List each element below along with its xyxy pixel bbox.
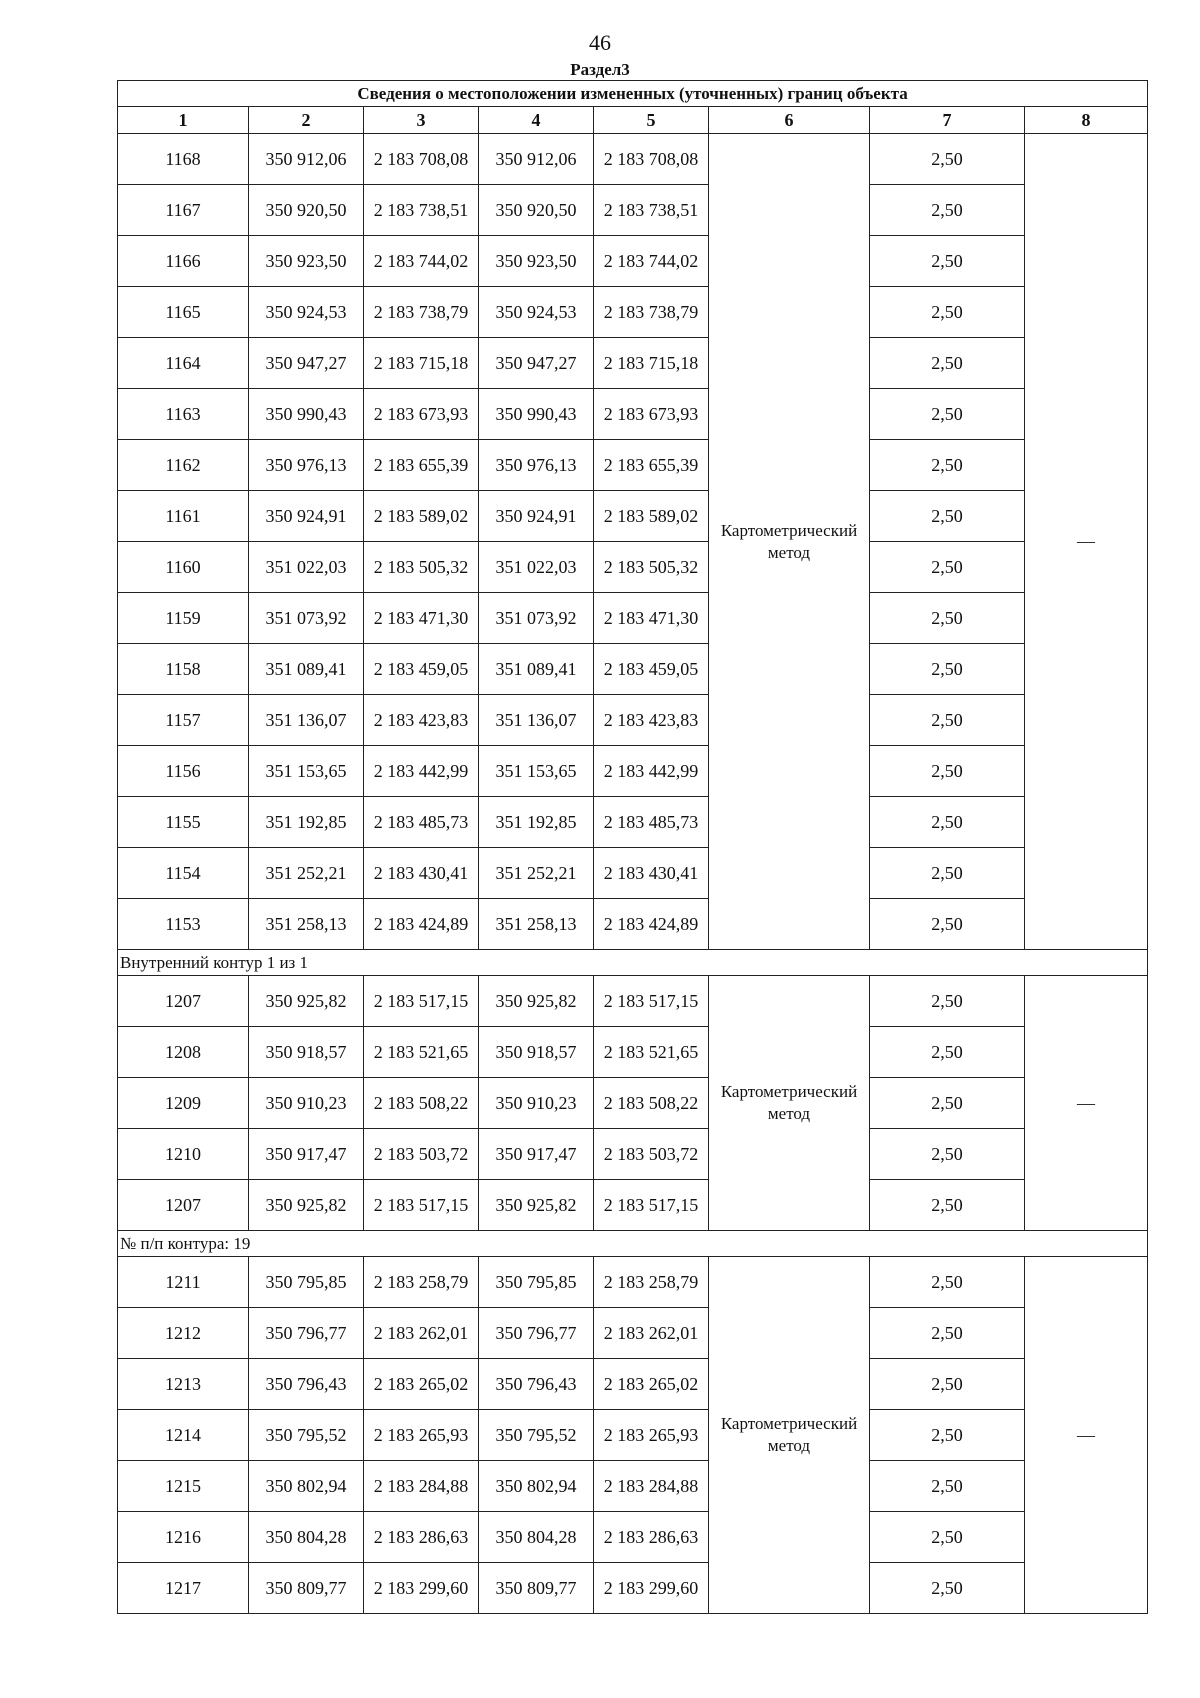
y-new: 2 183 517,15: [594, 1180, 709, 1231]
contour-label-row: [118, 950, 1148, 976]
y-new: 2 183 430,41: [594, 848, 709, 899]
y-new: 2 183 655,39: [594, 440, 709, 491]
table-row: [118, 1563, 1148, 1614]
table-row: [118, 440, 1148, 491]
y-new: 2 183 442,99: [594, 746, 709, 797]
boundary-coordinates-table: [117, 80, 1148, 1614]
accuracy-value: 2,50: [870, 1563, 1025, 1614]
x-existing: 350 804,28: [249, 1512, 364, 1563]
point-number: 1207: [118, 1180, 249, 1231]
x-new: 350 796,43: [479, 1359, 594, 1410]
y-existing: 2 183 738,79: [364, 287, 479, 338]
x-new: 351 252,21: [479, 848, 594, 899]
point-number: 1213: [118, 1359, 249, 1410]
y-new: 2 183 471,30: [594, 593, 709, 644]
x-existing: 350 925,82: [249, 976, 364, 1027]
table-row: [118, 185, 1148, 236]
y-new: 2 183 589,02: [594, 491, 709, 542]
point-number: 1159: [118, 593, 249, 644]
x-existing: 350 924,53: [249, 287, 364, 338]
x-existing: 350 796,77: [249, 1308, 364, 1359]
x-new: 350 947,27: [479, 338, 594, 389]
accuracy-value: 2,50: [870, 440, 1025, 491]
x-existing: 351 022,03: [249, 542, 364, 593]
accuracy-value: 2,50: [870, 287, 1025, 338]
x-new: 350 990,43: [479, 389, 594, 440]
x-existing: 351 073,92: [249, 593, 364, 644]
y-new: 2 183 265,93: [594, 1410, 709, 1461]
table-row: [118, 1512, 1148, 1563]
accuracy-value: 2,50: [870, 1308, 1025, 1359]
accuracy-value: 2,50: [870, 1410, 1025, 1461]
x-existing: 350 947,27: [249, 338, 364, 389]
x-new: 351 192,85: [479, 797, 594, 848]
x-existing: 351 136,07: [249, 695, 364, 746]
y-existing: 2 183 744,02: [364, 236, 479, 287]
x-existing: 350 925,82: [249, 1180, 364, 1231]
point-number: 1167: [118, 185, 249, 236]
y-existing: 2 183 423,83: [364, 695, 479, 746]
column-number-1: 1: [118, 107, 249, 134]
point-number: 1212: [118, 1308, 249, 1359]
accuracy-value: 2,50: [870, 389, 1025, 440]
y-new: 2 183 424,89: [594, 899, 709, 950]
x-existing: 351 258,13: [249, 899, 364, 950]
y-existing: 2 183 258,79: [364, 1257, 479, 1308]
y-existing: 2 183 508,22: [364, 1078, 479, 1129]
table-row: [118, 1308, 1148, 1359]
accuracy-value: 2,50: [870, 797, 1025, 848]
point-number: 1211: [118, 1257, 249, 1308]
x-new: 351 136,07: [479, 695, 594, 746]
point-number: 1158: [118, 644, 249, 695]
page-number: 46: [589, 30, 611, 55]
x-new: 350 912,06: [479, 134, 594, 185]
y-new: 2 183 485,73: [594, 797, 709, 848]
table-row: [118, 746, 1148, 797]
x-existing: 350 917,47: [249, 1129, 364, 1180]
y-existing: 2 183 521,65: [364, 1027, 479, 1078]
x-new: 350 925,82: [479, 1180, 594, 1231]
section-title: Раздел3: [570, 60, 630, 79]
y-new: 2 183 503,72: [594, 1129, 709, 1180]
point-number: 1207: [118, 976, 249, 1027]
x-new: 350 925,82: [479, 976, 594, 1027]
y-new: 2 183 673,93: [594, 389, 709, 440]
point-number: 1163: [118, 389, 249, 440]
point-number: 1209: [118, 1078, 249, 1129]
point-number: 1168: [118, 134, 249, 185]
table-row: [118, 695, 1148, 746]
point-number: 1161: [118, 491, 249, 542]
x-new: 350 918,57: [479, 1027, 594, 1078]
y-existing: 2 183 708,08: [364, 134, 479, 185]
accuracy-value: 2,50: [870, 185, 1025, 236]
y-new: 2 183 262,01: [594, 1308, 709, 1359]
accuracy-value: 2,50: [870, 899, 1025, 950]
x-new: 351 089,41: [479, 644, 594, 695]
point-number: 1210: [118, 1129, 249, 1180]
x-existing: 351 153,65: [249, 746, 364, 797]
point-number: 1217: [118, 1563, 249, 1614]
x-new: 350 920,50: [479, 185, 594, 236]
point-number: 1216: [118, 1512, 249, 1563]
y-existing: 2 183 265,02: [364, 1359, 479, 1410]
y-new: 2 183 715,18: [594, 338, 709, 389]
y-existing: 2 183 715,18: [364, 338, 479, 389]
point-number: 1153: [118, 899, 249, 950]
table-row: [118, 899, 1148, 950]
point-number: 1157: [118, 695, 249, 746]
x-existing: 350 918,57: [249, 1027, 364, 1078]
table-row: [118, 134, 1148, 185]
table-row: [118, 1027, 1148, 1078]
point-number: 1214: [118, 1410, 249, 1461]
x-new: 350 976,13: [479, 440, 594, 491]
x-new: 350 802,94: [479, 1461, 594, 1512]
accuracy-value: 2,50: [870, 1257, 1025, 1308]
x-new: 350 804,28: [479, 1512, 594, 1563]
x-existing: 351 089,41: [249, 644, 364, 695]
x-existing: 351 192,85: [249, 797, 364, 848]
x-existing: 350 795,52: [249, 1410, 364, 1461]
table-row: [118, 542, 1148, 593]
method-cell: Картометрический метод: [709, 1257, 870, 1614]
x-existing: 350 796,43: [249, 1359, 364, 1410]
table-row: [118, 1078, 1148, 1129]
table-row: [118, 593, 1148, 644]
accuracy-value: 2,50: [870, 593, 1025, 644]
table-caption: Сведения о местоположении измененных (уточненных) границ объекта: [118, 81, 1148, 107]
x-new: 350 917,47: [479, 1129, 594, 1180]
y-new: 2 183 744,02: [594, 236, 709, 287]
y-new: 2 183 423,83: [594, 695, 709, 746]
accuracy-value: 2,50: [870, 695, 1025, 746]
accuracy-value: 2,50: [870, 1129, 1025, 1180]
x-new: 351 153,65: [479, 746, 594, 797]
x-existing: 350 920,50: [249, 185, 364, 236]
accuracy-value: 2,50: [870, 1180, 1025, 1231]
y-existing: 2 183 424,89: [364, 899, 479, 950]
accuracy-value: 2,50: [870, 236, 1025, 287]
point-number: 1160: [118, 542, 249, 593]
column-number-row: [118, 107, 1148, 134]
accuracy-value: 2,50: [870, 1461, 1025, 1512]
accuracy-value: 2,50: [870, 338, 1025, 389]
table-row: [118, 287, 1148, 338]
method-cell: Картометрический метод: [709, 134, 870, 950]
y-new: 2 183 517,15: [594, 976, 709, 1027]
y-existing: 2 183 505,32: [364, 542, 479, 593]
point-number: 1162: [118, 440, 249, 491]
x-new: 350 795,52: [479, 1410, 594, 1461]
accuracy-value: 2,50: [870, 1027, 1025, 1078]
y-new: 2 183 265,02: [594, 1359, 709, 1410]
x-existing: 350 924,91: [249, 491, 364, 542]
y-existing: 2 183 459,05: [364, 644, 479, 695]
table-row: [118, 1359, 1148, 1410]
x-existing: 350 912,06: [249, 134, 364, 185]
x-new: 350 923,50: [479, 236, 594, 287]
y-new: 2 183 459,05: [594, 644, 709, 695]
point-number: 1166: [118, 236, 249, 287]
table-row: [118, 389, 1148, 440]
column-number-3: 3: [364, 107, 479, 134]
x-existing: 350 910,23: [249, 1078, 364, 1129]
column-number-4: 4: [479, 107, 594, 134]
accuracy-value: 2,50: [870, 134, 1025, 185]
y-new: 2 183 286,63: [594, 1512, 709, 1563]
x-new: 351 022,03: [479, 542, 594, 593]
y-existing: 2 183 442,99: [364, 746, 479, 797]
point-number: 1154: [118, 848, 249, 899]
y-existing: 2 183 430,41: [364, 848, 479, 899]
table-row: [118, 1410, 1148, 1461]
y-new: 2 183 258,79: [594, 1257, 709, 1308]
x-new: 351 258,13: [479, 899, 594, 950]
point-number: 1208: [118, 1027, 249, 1078]
x-new: 350 809,77: [479, 1563, 594, 1614]
y-new: 2 183 738,51: [594, 185, 709, 236]
y-existing: 2 183 503,72: [364, 1129, 479, 1180]
contour-label: № п/п контура: 19: [118, 1231, 1148, 1257]
y-existing: 2 183 517,15: [364, 976, 479, 1027]
column-8-value: —: [1025, 976, 1148, 1231]
point-number: 1164: [118, 338, 249, 389]
table-row: [118, 1129, 1148, 1180]
accuracy-value: 2,50: [870, 976, 1025, 1027]
y-existing: 2 183 485,73: [364, 797, 479, 848]
y-existing: 2 183 471,30: [364, 593, 479, 644]
x-existing: 350 990,43: [249, 389, 364, 440]
x-new: 350 796,77: [479, 1308, 594, 1359]
accuracy-value: 2,50: [870, 1512, 1025, 1563]
point-number: 1156: [118, 746, 249, 797]
x-new: 350 924,53: [479, 287, 594, 338]
x-new: 351 073,92: [479, 593, 594, 644]
y-new: 2 183 521,65: [594, 1027, 709, 1078]
x-new: 350 924,91: [479, 491, 594, 542]
contour-label-row: [118, 1231, 1148, 1257]
table-row: [118, 976, 1148, 1027]
y-existing: 2 183 655,39: [364, 440, 479, 491]
y-existing: 2 183 673,93: [364, 389, 479, 440]
accuracy-value: 2,50: [870, 848, 1025, 899]
table-row: [118, 1257, 1148, 1308]
y-new: 2 183 505,32: [594, 542, 709, 593]
x-new: 350 795,85: [479, 1257, 594, 1308]
column-number-5: 5: [594, 107, 709, 134]
y-new: 2 183 284,88: [594, 1461, 709, 1512]
table-row: [118, 848, 1148, 899]
y-existing: 2 183 589,02: [364, 491, 479, 542]
x-existing: 350 923,50: [249, 236, 364, 287]
x-existing: 350 809,77: [249, 1563, 364, 1614]
y-existing: 2 183 299,60: [364, 1563, 479, 1614]
point-number: 1215: [118, 1461, 249, 1512]
y-existing: 2 183 265,93: [364, 1410, 479, 1461]
table-row: [118, 1180, 1148, 1231]
x-existing: 350 802,94: [249, 1461, 364, 1512]
accuracy-value: 2,50: [870, 746, 1025, 797]
table-row: [118, 1461, 1148, 1512]
y-new: 2 183 508,22: [594, 1078, 709, 1129]
y-new: 2 183 738,79: [594, 287, 709, 338]
table-row: [118, 338, 1148, 389]
contour-label: Внутренний контур 1 из 1: [118, 950, 1148, 976]
table-row: [118, 797, 1148, 848]
column-number-8: 8: [1025, 107, 1148, 134]
table-row: [118, 491, 1148, 542]
y-existing: 2 183 262,01: [364, 1308, 479, 1359]
column-8-value: —: [1025, 1257, 1148, 1614]
x-existing: 350 976,13: [249, 440, 364, 491]
column-number-2: 2: [249, 107, 364, 134]
table-row: [118, 236, 1148, 287]
y-existing: 2 183 284,88: [364, 1461, 479, 1512]
table-row: [118, 644, 1148, 695]
column-8-value: —: [1025, 134, 1148, 950]
accuracy-value: 2,50: [870, 1359, 1025, 1410]
y-new: 2 183 708,08: [594, 134, 709, 185]
x-existing: 351 252,21: [249, 848, 364, 899]
column-number-6: 6: [709, 107, 870, 134]
y-new: 2 183 299,60: [594, 1563, 709, 1614]
y-existing: 2 183 738,51: [364, 185, 479, 236]
accuracy-value: 2,50: [870, 1078, 1025, 1129]
x-new: 350 910,23: [479, 1078, 594, 1129]
x-existing: 350 795,85: [249, 1257, 364, 1308]
point-number: 1155: [118, 797, 249, 848]
point-number: 1165: [118, 287, 249, 338]
y-existing: 2 183 286,63: [364, 1512, 479, 1563]
accuracy-value: 2,50: [870, 491, 1025, 542]
method-cell: Картометрический метод: [709, 976, 870, 1231]
column-number-7: 7: [870, 107, 1025, 134]
accuracy-value: 2,50: [870, 542, 1025, 593]
y-existing: 2 183 517,15: [364, 1180, 479, 1231]
accuracy-value: 2,50: [870, 644, 1025, 695]
